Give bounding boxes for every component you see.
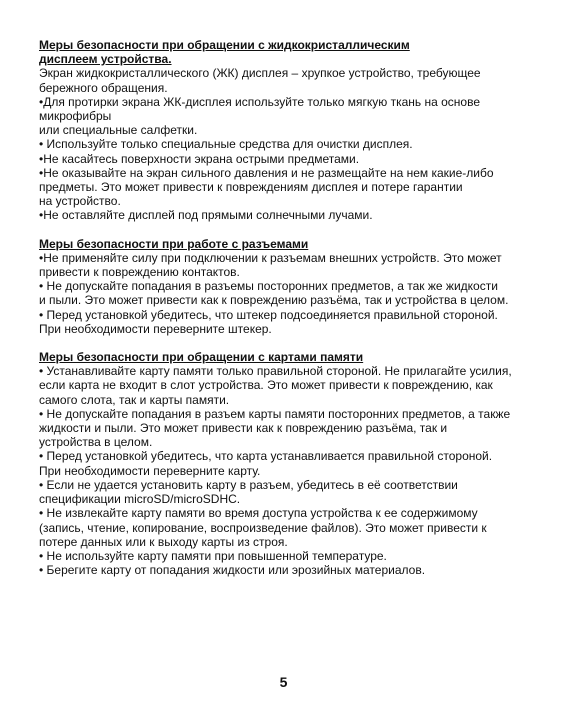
section-memory-cards bbox=[39, 350, 539, 577]
text-line: бережного обращения. bbox=[39, 80, 168, 95]
text-line: устройства в целом. bbox=[39, 435, 153, 450]
text-line: самого слота, так и карты памяти. bbox=[39, 392, 230, 407]
bullet-line: •Не оказывайте на экран сильного давления и не размещайте на нем какие-либо bbox=[39, 165, 494, 180]
text-line: спецификации microSD/microSDHC. bbox=[39, 492, 241, 507]
section-heading-line: Меры безопасности при работе с разъемами bbox=[39, 236, 309, 251]
text-line: При необходимости переверните карту. bbox=[39, 463, 261, 478]
bullet-line: • Используйте только специальные средства для очистки дисплея. bbox=[39, 137, 413, 152]
section-heading-line: дисплеем устройства. bbox=[39, 52, 172, 67]
text-line: Экран жидкокристаллического (ЖК) дисплея – хрупкое устройство, требующее bbox=[39, 66, 481, 81]
bullet-line: •Не оставляйте дисплей под прямыми солнечными лучами. bbox=[39, 208, 373, 223]
text-line: жидкости и пыли. Это может привести как к повреждению разъёма, так и bbox=[39, 421, 448, 436]
text-line: микрофибры bbox=[39, 109, 112, 124]
text-line: предметы. Это может привести к повреждениям дисплея и потере гарантии bbox=[39, 180, 463, 195]
text-line: При необходимости переверните штекер. bbox=[39, 321, 272, 336]
text-line: или специальные салфетки. bbox=[39, 123, 198, 138]
bullet-line: •Не применяйте силу при подключении к разъемам внешних устройств. Это может bbox=[39, 250, 502, 265]
section-connectors bbox=[39, 237, 539, 336]
text-line: потере данных или к выходу карты из строя. bbox=[39, 534, 288, 549]
bullet-line: •Для протирки экрана ЖК-дисплея используйте только мягкую ткань на основе bbox=[39, 94, 481, 109]
bullet-line: • Не допускайте попадания в разъемы посторонних предметов, а так же жидкости bbox=[39, 279, 498, 294]
page-number: 5 bbox=[279, 674, 288, 690]
section-lcd-display bbox=[39, 38, 539, 223]
bullet-line: • Перед установкой убедитесь, что штекер подсоединяется правильной стороной. bbox=[39, 307, 498, 322]
bullet-line: •Не касайтесь поверхности экрана острыми предметами. bbox=[39, 151, 360, 166]
text-line: на устройство. bbox=[39, 194, 121, 209]
bullet-line: • Перед установкой убедитесь, что карта устанавливается правильной стороной. bbox=[39, 449, 493, 464]
bullet-line: • Не используйте карту памяти при повышенной температуре. bbox=[39, 548, 387, 563]
bullet-line: • Не извлекайте карту памяти во время доступа устройства к ее содержимому bbox=[39, 506, 478, 521]
bullet-line: • Если не удается установить карту в разъем, убедитесь в её соответствии bbox=[39, 477, 458, 492]
section-heading-line: Меры безопасности при обращении с жидкокристаллическим bbox=[39, 38, 410, 52]
text-line: если карта не входит в слот устройства. Это может привести к повреждению, как bbox=[39, 378, 493, 393]
text-line: привести к повреждению контактов. bbox=[39, 265, 240, 280]
bullet-line: • Не допускайте попадания в разъем карты памяти посторонних предметов, а также bbox=[39, 406, 511, 421]
bullet-line: • Устанавливайте карту памяти только правильной стороной. Не прилагайте усилия, bbox=[39, 364, 512, 379]
page-content bbox=[39, 38, 539, 591]
text-line: (запись, чтение, копирование, воспроизведение файлов). Это может привести к bbox=[39, 520, 487, 535]
bullet-line: • Берегите карту от попадания жидкости или эрозийных материалов. bbox=[39, 563, 426, 578]
section-heading-line: Меры безопасности при обращении с картами памяти bbox=[39, 350, 364, 365]
text-line: и пыли. Это может привести как к повреждению разъёма, так и устройства в целом. bbox=[39, 293, 509, 308]
